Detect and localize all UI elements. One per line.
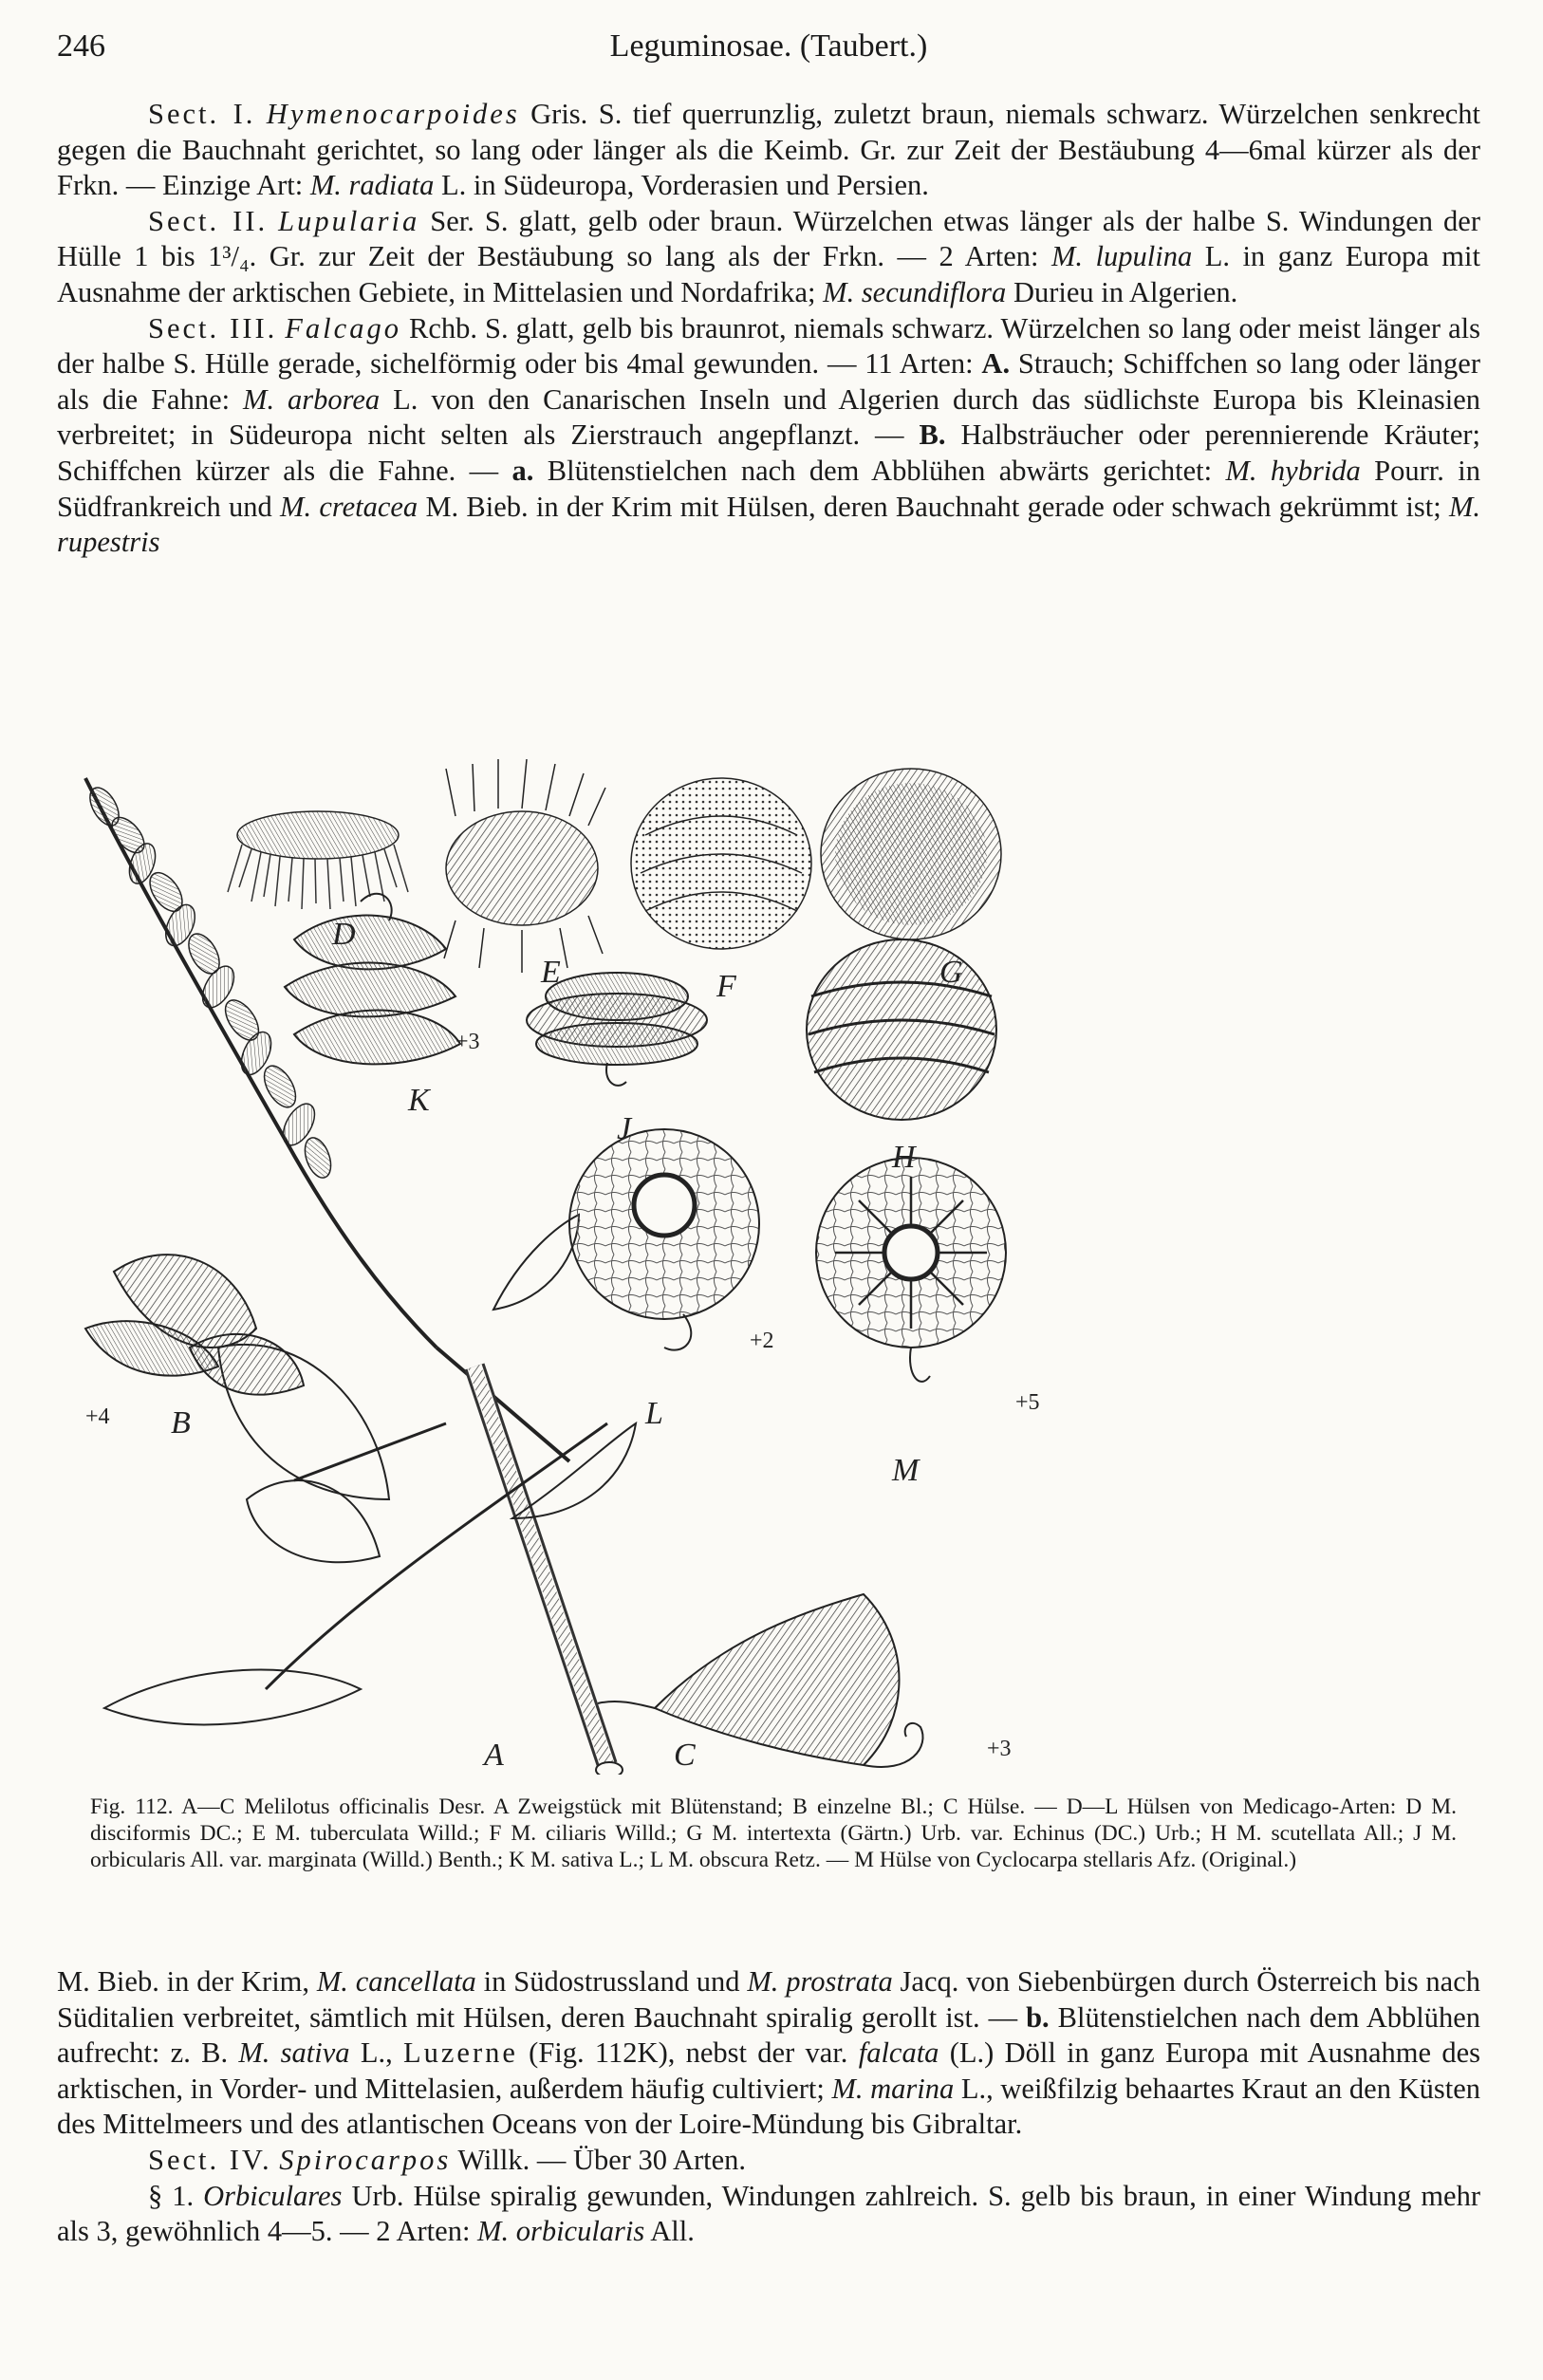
paragraph-mark: § 1. [148,2179,195,2212]
species-name: M. rupestris [57,490,1480,559]
scale-k: +3 [455,1030,480,1054]
label-k: K [408,1083,430,1118]
label-j: J [617,1111,632,1146]
drawing-h-pod [807,939,996,1120]
text-run: L. in ganz Europa mit Ausnahme der arktischen Gebiete, in Mittelasien und Nordafrika; [57,240,1480,308]
text-run: Urb. Hülse spiralig gewunden, Windungen zahlreich. S. gelb bis braun, in einer Windung mehr als 3, gewöhnlich 4—5. — 2 Arten: [57,2179,1481,2248]
paragraph-subsect-1 [57,2179,1480,2250]
label-g: G [939,955,963,990]
section-name: Orbiculares [203,2179,343,2212]
text-run: Halbsträucher oder perennierende Kräuter; Schiffchen kürzer als die Fahne. — [57,418,1481,487]
species-name: M. orbicularis [477,2215,645,2248]
species-name: M. cretacea [280,490,418,523]
caption-paragraph [90,1794,1457,1873]
species-name: M. lupulina [1051,240,1193,273]
text-run: Willk. — Über 30 Arten. [451,2143,747,2176]
text-run: M. Bieb. in der Krim mit Hülsen, deren Bauchnaht gerade oder schwach gekrümmt ist; [418,490,1449,523]
label-m: M [892,1453,920,1488]
text-run: L. in Südeuropa, Vorderasien und Persien. [434,169,929,202]
species-name: M. arborea [243,382,381,416]
key-letter: b. [1026,2000,1050,2034]
paragraph-sect-2 [57,204,1480,311]
label-c: C [674,1738,696,1773]
figure-caption [90,1794,1457,1873]
text-run: L., [349,2036,403,2070]
key-letter: a. [511,454,534,487]
running-header [57,28,1480,76]
section-name: Lupularia [278,204,420,237]
label-l: L [645,1396,663,1431]
section-number: Sect. III. [148,311,278,344]
figure-112 [76,759,1461,1775]
text-run: Rchb. S. glatt, gelb bis braunrot, niemals schwarz. Würzelchen so lang oder meist länger als der halbe S. Hülle gerade, sichelförmig oder bis 4mal gewunden. — 11 Arten: [57,311,1480,381]
text-run: Blütenstielchen nach dem Abblühen abwärts gerichtet: [533,454,1226,487]
scale-b: +4 [85,1404,110,1429]
drawing-b-flower [85,1255,304,1395]
section-number: Sect. II. [148,204,269,237]
drawing-g-pod [821,769,1001,939]
text-run: L. von den Canarischen Inseln und Algerien durch das südlichste Europa bis Kleinasien verbreitet; in Südeuropa nicht selten als Zierstrauch angepflanzt. — [57,382,1480,452]
drawing-e-pod [444,759,605,973]
paragraph-sect-3 [57,311,1480,561]
text-run: Gris. S. tief querrunzlig, zuletzt braun, niemals schwarz. Würzelchen senkrecht gegen die Bauchnaht gerichtet, so lang oder länger als die Keimb. Gr. zur Zeit der Bestäubung 4—6mal kürzer als der Frkn. — Einzige Art: [57,98,1481,202]
label-h: H [892,1140,916,1175]
bottom-text-block [57,1964,1480,2250]
figure-number: Fig. 112. [90,1794,174,1819]
scale-l: +2 [750,1329,774,1353]
paragraph-sect-1 [57,97,1480,204]
text-run: (L.) Döll in ganz Europa mit Ausnahme des arktischen, in Vorder- und Mittelasien, außerdem häufig cultiviert; [57,2036,1480,2105]
text-run: Pourr. in Südfrankreich und [57,454,1480,523]
species-name: M. marina [831,2072,955,2105]
botanical-illustration [76,759,1461,1775]
species-name: M. cancellata [316,1965,476,1998]
species-name: M. prostrata [747,1965,893,1998]
label-d: D [332,917,356,952]
section-name: Hymenocarpoides [266,98,520,130]
label-a: A [484,1738,504,1773]
section-name: Spirocarpos [279,2143,452,2176]
species-name: M. radiata [309,169,435,202]
species-name: M. secundiflora [823,275,1007,308]
scale-m: +5 [1015,1390,1040,1415]
text-run: Ser. S. glatt, gelb oder braun. Würzelchen etwas länger als der halbe S. Windungen der Hülle 1 bis 1³/₄. Gr. zur Zeit der Bestäubung so lang als der Frkn. — 2 Arten: [57,204,1480,273]
scale-c: +3 [987,1737,1012,1761]
text-run: Blütenstielchen nach dem Abblühen aufrecht: z. B. [57,2000,1480,2070]
drawing-f-pod [631,778,811,949]
label-f: F [716,969,736,1004]
drawing-m-pod [816,1158,1006,1382]
text-run: All. [644,2215,695,2248]
caption-text: A—C Melilotus officinalis Desr. A Zweigstück mit Blütenstand; B einzelne Bl.; C Hülse. — D—L Hülsen von Medicago-Arten: D M. disciformis DC.; E M. tuberculata Willd.; F M. ciliaris Willd.; G M. intertexta (Gärtn.) Urb. var. Echinus (DC.) Urb.; H M. scutellata All.; J M. orbicularis All. var. marginata (Willd.) Benth.; K M. sativa L.; L M. obscura Retz. — M Hülse von Cyclocarpa stellaris Afz. (Original.) [90,1794,1458,1872]
paragraph-continued [57,1964,1480,2143]
species-name: falcata [858,2036,939,2070]
common-name: Luzerne [402,2036,518,2070]
species-name: M. sativa [238,2036,350,2070]
drawing-l-pod [569,1129,759,1350]
text-run: Durieu in Algerien. [1006,275,1238,308]
text-run: Jacq. von Siebenbürgen durch Österreich bis nach Süditalien verbreitet, sämtlich mit Hülsen, deren Bauchnaht spiralig gerollt ist. — [57,1965,1480,2034]
top-text-block [57,97,1480,561]
key-letter: A. [981,347,1011,381]
drawing-c-pod [598,1594,923,1767]
section-number: Sect. I. [148,98,256,130]
key-letter: B. [919,418,946,452]
drawing-k-pod [285,894,460,1065]
text-run: (Fig. 112K), nebst der var. [517,2036,859,2070]
section-name: Falcago [285,311,401,344]
page-number: 246 [57,28,105,64]
species-name: M. hybrida [1225,454,1361,487]
text-run: in Südostrussland und [475,1965,748,1998]
paragraph-sect-4 [57,2143,1480,2179]
text-run: Strauch; Schiffchen so lang oder länger als die Fahne: [57,347,1481,416]
running-title: Leguminosae. (Taubert.) [609,28,928,64]
label-e: E [541,955,561,990]
text-run: M. Bieb. in der Krim, [57,1965,317,1998]
label-b: B [171,1405,191,1441]
text-run: L., weißfilzig behaartes Kraut an den Küsten des Mittelmeers und des atlantischen Oceans von der Loire-Mündung bis Gibraltar. [57,2072,1480,2141]
section-number: Sect. IV. [148,2143,272,2176]
